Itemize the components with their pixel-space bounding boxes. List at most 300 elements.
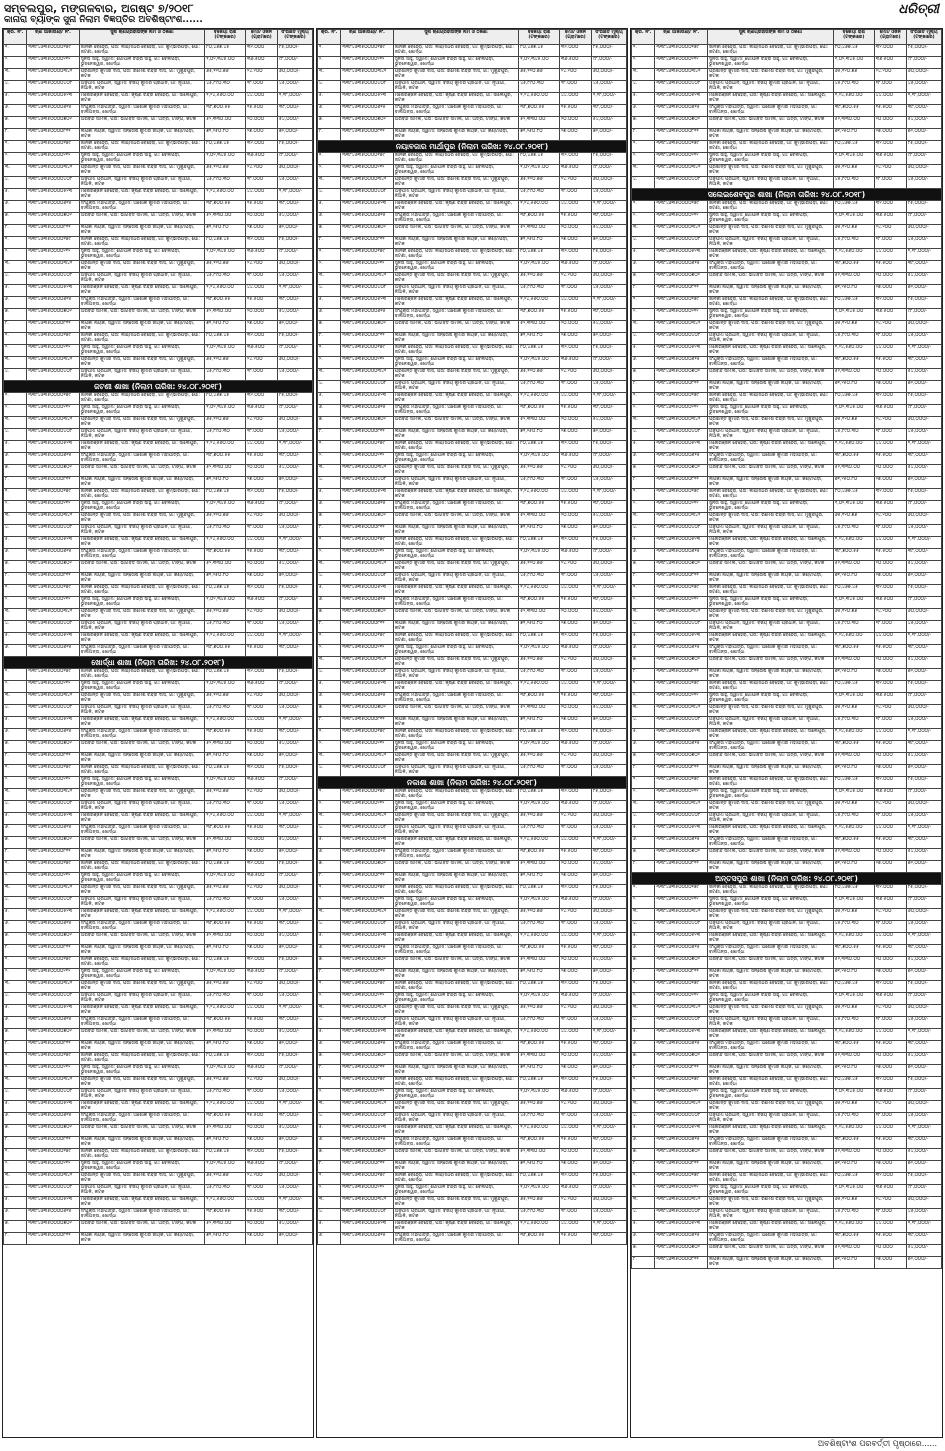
weight-cell: ୨୦.୦୦୦	[874, 849, 906, 861]
table-row	[632, 669, 942, 681]
account-cell: ୩୩୮୪୬୩୫୦୦୦୦୨୧୨	[341, 897, 393, 909]
weight-cell: ୧୫.୫୦୦	[245, 921, 277, 933]
borrower-cell: ଜାନକୀ ବେହେରା, ପିତା: ଲକ୍ଷ୍ମୀଧର ବେହେରା, ଗାଁ: କୁମ୍ଭାରପଡ଼ା, ପୋ: ଜଟଣୀ, ଖୋର୍ଦ୍ଧା	[393, 537, 518, 549]
table-row	[632, 945, 942, 957]
weight-cell: ୨୪.୨୦୦	[245, 165, 277, 177]
serial-cell: ୮.	[318, 429, 341, 441]
table-row	[4, 1065, 313, 1077]
reserve-price-cell: ୭୨,୦୦୦/-	[906, 669, 941, 681]
table-row	[632, 297, 942, 309]
reserve-price-cell: ୬୦,୦୦୦/-	[906, 705, 941, 717]
reserve-price-cell: ୯୮,୦୦୦/-	[592, 549, 627, 561]
reserve-price-cell: ୪୫,୦୦୦/-	[906, 333, 941, 345]
reserve-price-cell: ୯୮,୦୦୦/-	[592, 1185, 627, 1197]
amount-cell: ୫୨,୩୩୦.୦୦	[519, 513, 560, 525]
table-row	[632, 525, 942, 537]
account-cell: ୩୩୮୪୬୩୫୦୦୦୦୭୦୨	[27, 837, 79, 849]
serial-cell: ୪.	[4, 1185, 27, 1197]
borrower-cell: ସୁନିତା ସାହୁ, ସ୍ୱାମୀ: ଗୋପାଳ ଚନ୍ଦ୍ର ସାହୁ, ଗାଁ: ବେଲପଡ଼ା, ଭୁବନେଶ୍ୱର, ଖୋର୍ଦ୍ଧା	[79, 1161, 204, 1173]
table-row	[632, 681, 942, 693]
amount-cell: ୪୫,୮୯୦.୩୦	[519, 1113, 560, 1125]
borrower-cell: ସୁନିତା ସାହୁ, ସ୍ୱାମୀ: ଗୋପାଳ ଚନ୍ଦ୍ର ସାହୁ, ଗାଁ: ବେଲପଡ଼ା, ଭୁବନେଶ୍ୱର, ଖୋର୍ଦ୍ଧା	[79, 249, 204, 261]
table-row	[4, 537, 313, 549]
borrower-cell: ଜାନକୀ ବେହେରା, ପିତା: ଲକ୍ଷ୍ମୀଧର ବେହେରା, ଗାଁ: କୁମ୍ଭାରପଡ଼ା, ପୋ: ଜଟଣୀ, ଖୋର୍ଦ୍ଧା	[707, 489, 833, 501]
weight-cell: ୨୪.୨୦୦	[559, 561, 591, 573]
table-row	[318, 57, 627, 69]
table-row	[4, 1077, 313, 1089]
table-row	[4, 369, 313, 381]
account-cell: ୩୩୮୪୬୩୫୦୦୦୦୮୧୧	[27, 1041, 79, 1053]
serial-cell: ୨.	[632, 57, 655, 69]
table-row	[632, 969, 942, 981]
borrower-cell: ଅରବିନ୍ଦ ସାମଲ, ପିତା: ଭାଗବତ ସାମଲ, ଗାଁ: ଅତ୍ରି, ଟାଙ୍ଗି, କଟକ	[393, 1149, 518, 1161]
table-row	[632, 861, 942, 873]
account-cell: ୩୩୮୪୬୩୫୦୦୦୦୨୧୨	[655, 213, 708, 225]
account-cell: ୩୩୮୪୬୩୫୦୦୦୦୫୨୩	[27, 1197, 79, 1209]
borrower-cell: ଅନୁପମା ପ୍ରଧାନ, ସ୍ୱାମୀ: ବିଜୟ କୁମାର ପ୍ରଧାନ, ଗାଁ: ନୂଆଗାଁ, ନିଆଳି, କଟକ	[79, 81, 204, 93]
account-cell: ୩୩୮୪୬୩୫୦୦୦୦୧୭୯	[655, 585, 708, 597]
weight-cell: ୧୮.୦୦୦	[559, 381, 591, 393]
table-row	[4, 1233, 313, 1245]
amount-cell: ୮୦,୪୬୭.୪୫	[519, 729, 560, 741]
amount-cell: ୪୫,୮୯୦.୩୦	[833, 1113, 874, 1125]
account-cell: ୩୩୮୪୬୩୫୦୦୦୦୬୧୫	[341, 693, 393, 705]
account-cell: ୩୩୮୪୬୩୫୦୦୦୦୩୪୧	[655, 165, 708, 177]
account-cell: ୩୩୮୪୬୩୫୦୦୦୦୬୧୫	[27, 549, 79, 561]
account-cell: ୩୩୮୪୬୩୫୦୦୦୦୧୭୯	[341, 633, 393, 645]
reserve-price-cell: ୯୮,୦୦୦/-	[592, 1089, 627, 1101]
borrower-cell: ସଂଯୁକ୍ତା ମହାପାତ୍ର, ସ୍ୱାମୀ: ଅଶୋକ କୁମାର ମହାପାତ୍ର, ଗାଁ: ବାଲିଅନ୍ତା, ଖୋର୍ଦ୍ଧା	[393, 1233, 518, 1245]
table-row	[4, 573, 313, 585]
weight-cell: ୨୪.୨୦୦	[245, 357, 277, 369]
serial-cell: ୧.	[632, 981, 655, 993]
borrower-cell: ଅରବିନ୍ଦ ସାମଲ, ପିତା: ଭାଗବତ ସାମଲ, ଗାଁ: ଅତ୍ରି, ଟାଙ୍ଗି, କଟକ	[707, 273, 833, 285]
reserve-price-cell: ୫୪,୦୦୦/-	[906, 957, 941, 969]
amount-cell: ୧,୨୪,୫୬୦.୦୦	[519, 1029, 560, 1041]
reserve-price-cell: ୪୫,୦୦୦/-	[906, 81, 941, 93]
amount-cell: ୮୦,୪୬୭.୪୫	[519, 1077, 560, 1089]
amount-cell: ୧,୨୪,୫୬୦.୦୦	[205, 813, 246, 825]
amount-cell: ୪୫,୮୯୦.୩୦	[833, 177, 874, 189]
table-row	[318, 297, 627, 309]
weight-cell: ୧୫.୫୦୦	[245, 297, 277, 309]
borrower-cell: ପ୍ରଶାନ୍ତ କୁମାର ଦାସ, ପିତା: ରମେଶ ଚନ୍ଦ୍ର ଦାସ, ଗାଁ: ମୁକୁନ୍ଦପୁର, କଟକ	[79, 981, 204, 993]
serial-cell: ୮.	[632, 861, 655, 873]
amount-cell: ୧,୦୨,୩୪୫.୦୦	[519, 1185, 560, 1197]
table-row	[632, 309, 942, 321]
serial-cell: ୧.	[632, 393, 655, 405]
borrower-cell: ଅନୁପମା ପ୍ରଧାନ, ସ୍ୱାମୀ: ବିଜୟ କୁମାର ପ୍ରଧାନ, ଗାଁ: ନୂଆଗାଁ, ନିଆଳି, କଟକ	[707, 429, 833, 441]
borrower-cell: ଅନୁପମା ପ୍ରଧାନ, ସ୍ୱାମୀ: ବିଜୟ କୁମାର ପ୍ରଧାନ, ଗାଁ: ନୂଆଗାଁ, ନିଆଳି, କଟକ	[707, 921, 833, 933]
amount-cell: ୫୨,୩୩୦.୦୦	[833, 369, 874, 381]
serial-cell: ୫.	[318, 489, 341, 501]
table-row	[318, 429, 627, 441]
weight-cell: ୨୭.୦୦୦	[874, 861, 906, 873]
borrower-cell: ମନୋରଞ୍ଜନ ବେହେରା, ପିତା: କୃଷ୍ଣ ଚନ୍ଦ୍ର ବେହେରା, ଗାଁ: ସାଲେପୁର, କଟକ	[393, 393, 518, 405]
account-cell: ୩୩୮୪୬୩୫୦୦୦୦୧୭୯	[341, 153, 393, 165]
serial-cell: ୪.	[632, 429, 655, 441]
serial-cell: ୨.	[4, 501, 27, 513]
borrower-cell: ଅରବିନ୍ଦ ସାମଲ, ପିତା: ଭାଗବତ ସାମଲ, ଗାଁ: ଅତ୍ରି, ଟାଙ୍ଗି, କଟକ	[393, 321, 518, 333]
account-cell: ୩୩୮୪୬୩୫୦୦୦୦୫୨୩	[655, 249, 708, 261]
amount-cell: ୪୫,୮୯୦.୩୦	[519, 381, 560, 393]
account-cell: ୩୩୮୪୬୩୫୦୦୦୦୩୪୧	[655, 321, 708, 333]
serial-cell: ୪.	[632, 621, 655, 633]
amount-cell: ୫୨,୩୩୦.୦୦	[205, 1125, 246, 1137]
weight-cell: ୧୮.୦୦୦	[245, 369, 277, 381]
table-row	[632, 597, 942, 609]
amount-cell: ୭୧,୨୫୦.୮୦	[205, 1137, 246, 1149]
reserve-price-cell: ୫୪,୦୦୦/-	[278, 117, 313, 129]
borrower-cell: ମନୋରଞ୍ଜନ ବେହେରା, ପିତା: କୃଷ୍ଣ ଚନ୍ଦ୍ର ବେହେରା, ଗାଁ: ସାଲେପୁର, କଟକ	[393, 201, 518, 213]
reserve-price-cell: ୮୫,୦୦୦/-	[592, 45, 627, 57]
account-cell: ୩୩୮୪୬୩୫୦୦୦୦୩୪୧	[341, 1005, 393, 1017]
reserve-price-cell: ୬୦,୦୦୦/-	[906, 1197, 941, 1209]
borrower-cell: ପ୍ରଶାନ୍ତ କୁମାର ଦାସ, ପିତା: ରମେଶ ଚନ୍ଦ୍ର ଦାସ, ଗାଁ: ମୁକୁନ୍ଦପୁର, କଟକ	[79, 261, 204, 273]
amount-cell: ୫୨,୩୩୦.୦୦	[833, 1053, 874, 1065]
borrower-cell: ସଂଯୁକ୍ତା ମହାପାତ୍ର, ସ୍ୱାମୀ: ଅଶୋକ କୁମାର ମହାପାତ୍ର, ଗାଁ: ବାଲିଅନ୍ତା, ଖୋର୍ଦ୍ଧା	[79, 645, 204, 657]
serial-cell: ୪.	[4, 273, 27, 285]
weight-cell: ୨୪.୨୦୦	[874, 909, 906, 921]
table-row	[4, 261, 313, 273]
table-row	[4, 129, 313, 141]
weight-cell: ୧୮.୦୦୦	[559, 825, 591, 837]
amount-cell: ୩୮,୭୦୦.୫୫	[519, 213, 560, 225]
reserve-price-cell: ୯୮,୦୦୦/-	[906, 501, 941, 513]
account-cell: ୩୩୮୪୬୩୫୦୦୦୦୬୧୫	[655, 741, 708, 753]
serial-cell: ୪.	[4, 993, 27, 1005]
table-row	[318, 1161, 627, 1173]
weight-cell: ୩୬.୫୦୦	[245, 345, 277, 357]
borrower-cell: ସୁନିତା ସାହୁ, ସ୍ୱାମୀ: ଗୋପାଳ ଚନ୍ଦ୍ର ସାହୁ, ଗାଁ: ବେଲପଡ଼ା, ଭୁବନେଶ୍ୱର, ଖୋର୍ଦ୍ଧା	[707, 1185, 833, 1197]
reserve-price-cell: ୫୪,୦୦୦/-	[592, 1149, 627, 1161]
account-cell: ୩୩୮୪୬୩୫୦୦୦୦୧୭୯	[655, 1173, 708, 1185]
account-cell: ୩୩୮୪୬୩୫୦୦୦୦୫୨୩	[655, 729, 708, 741]
borrower-cell: ପ୍ରଶାନ୍ତ କୁମାର ଦାସ, ପିତା: ରମେଶ ଚନ୍ଦ୍ର ଦାସ, ଗାଁ: ମୁକୁନ୍ଦପୁର, କଟକ	[393, 1101, 518, 1113]
reserve-price-cell: ୪୫,୦୦୦/-	[592, 477, 627, 489]
borrower-cell: ପ୍ରଶାନ୍ତ କୁମାର ଦାସ, ପିତା: ରମେଶ ଚନ୍ଦ୍ର ଦାସ, ଗାଁ: ମୁକୁନ୍ଦପୁର, କଟକ	[707, 1005, 833, 1017]
table-row	[632, 141, 942, 153]
table-row	[4, 921, 313, 933]
borrower-cell: ସଂଯୁକ୍ତା ମହାପାତ୍ର, ସ୍ୱାମୀ: ଅଶୋକ କୁମାର ମହାପାତ୍ର, ଗାଁ: ବାଲିଅନ୍ତା, ଖୋର୍ଦ୍ଧା	[393, 597, 518, 609]
account-cell: ୩୩୮୪୬୩୫୦୦୦୦୭୦୨	[27, 117, 79, 129]
amount-cell: ୪୫,୮୯୦.୩୦	[205, 705, 246, 717]
serial-cell: ୧.	[4, 333, 27, 345]
borrower-cell: ଅରବିନ୍ଦ ସାମଲ, ପିତା: ଭାଗବତ ସାମଲ, ଗାଁ: ଅତ୍ରି, ଟାଙ୍ଗି, କଟକ	[79, 741, 204, 753]
weight-cell: ୨୪.୨୦୦	[245, 609, 277, 621]
borrower-cell: ଅରବିନ୍ଦ ସାମଲ, ପିତା: ଭାଗବତ ସାମଲ, ଗାଁ: ଅତ୍ରି, ଟାଙ୍ଗି, କଟକ	[707, 117, 833, 129]
amount-cell: ୧,୨୪,୫୬୦.୦୦	[833, 825, 874, 837]
table-row	[318, 261, 627, 273]
amount-cell: ୧,୦୨,୩୪୫.୦୦	[833, 309, 874, 321]
table-row	[632, 1017, 942, 1029]
account-cell: ୩୩୮୪୬୩୫୦୦୦୦୩୪୧	[27, 513, 79, 525]
column-header: ସଂରକ୍ଷିତ ମୂଲ୍ୟ (ଟଙ୍କାରେ)	[592, 30, 627, 45]
amount-cell: ୧,୦୨,୩୪୫.୦୦	[205, 153, 246, 165]
table-row	[4, 1005, 313, 1017]
serial-cell: ୮.	[318, 621, 341, 633]
reserve-price-cell: ୪୫,୦୦୦/-	[906, 1209, 941, 1221]
serial-cell: ୭.	[318, 1053, 341, 1065]
borrower-cell: ସଂଯୁକ୍ତା ମହାପାତ୍ର, ସ୍ୱାମୀ: ଅଶୋକ କୁମାର ମହାପାତ୍ର, ଗାଁ: ବାଲିଅନ୍ତା, ଖୋର୍ଦ୍ଧା	[707, 1137, 833, 1149]
account-cell: ୩୩୮୪୬୩୫୦୦୦୦୪୦୮	[655, 525, 708, 537]
weight-cell: ୩୬.୫୦୦	[874, 1089, 906, 1101]
weight-cell: ୨୪.୨୦୦	[874, 801, 906, 813]
reserve-price-cell: ୭୨,୦୦୦/-	[592, 873, 627, 885]
table-row	[318, 309, 627, 321]
borrower-cell: ସୁନିତା ସାହୁ, ସ୍ୱାମୀ: ଗୋପାଳ ଚନ୍ଦ୍ର ସାହୁ, ଗାଁ: ବେଲପଡ଼ା, ଭୁବନେଶ୍ୱର, ଖୋର୍ଦ୍ଧା	[79, 345, 204, 357]
reserve-price-cell: ୪୫,୦୦୦/-	[278, 273, 313, 285]
serial-cell: ୬.	[318, 597, 341, 609]
account-cell: ୩୩୮୪୬୩୫୦୦୦୦୩୪୧	[27, 789, 79, 801]
table-row	[318, 1053, 627, 1065]
borrower-cell: ଅରବିନ୍ଦ ସାମଲ, ପିତା: ଭାଗବତ ସାମଲ, ଗାଁ: ଅତ୍ରି, ଟାଙ୍ଗି, କଟକ	[707, 849, 833, 861]
table-row	[4, 609, 313, 621]
serial-cell: ୭.	[318, 513, 341, 525]
table-row	[4, 285, 313, 297]
reserve-price-cell: ୯୮,୦୦୦/-	[592, 741, 627, 753]
account-cell: ୩୩୮୪୬୩୫୦୦୦୦୫୨୩	[341, 933, 393, 945]
section-banner	[632, 873, 942, 885]
borrower-cell: ଜାନକୀ ବେହେରା, ପିତା: ଲକ୍ଷ୍ମୀଧର ବେହେରା, ଗାଁ: କୁମ୍ଭାରପଡ଼ା, ପୋ: ଜଟଣୀ, ଖୋର୍ଦ୍ଧା	[707, 585, 833, 597]
serial-cell: ୩.	[4, 789, 27, 801]
amount-cell: ୩୮,୭୦୦.୫୫	[833, 549, 874, 561]
table-row	[4, 909, 313, 921]
borrower-cell: ଜାନକୀ ବେହେରା, ପିତା: ଲକ୍ଷ୍ମୀଧର ବେହେରା, ଗାଁ: କୁମ୍ଭାରପଡ଼ା, ପୋ: ଜଟଣୀ, ଖୋର୍ଦ୍ଧା	[79, 333, 204, 345]
reserve-price-cell: ୯୮,୦୦୦/-	[278, 1161, 313, 1173]
table-row	[4, 501, 313, 513]
table-row	[4, 249, 313, 261]
amount-cell: ୫୨,୩୩୦.୦୦	[833, 117, 874, 129]
amount-cell: ୪୫,୮୯୦.୩୦	[833, 717, 874, 729]
section-banner-label: ନକାଶା ଶାଖା (ନିଲାମ ତାରିଖ: ୨୪.୦୮.୨୦୧୮)	[318, 777, 627, 789]
weight-cell: ୧୫.୫୦୦	[559, 597, 591, 609]
reserve-price-cell: ୬୦,୦୦୦/-	[592, 1101, 627, 1113]
borrower-cell: ଲିପିକା ନାୟକ, ସ୍ୱାମୀ: ସନ୍ତୋଷ କୁମାର ନାୟକ, ଗାଁ: କଣ୍ଟାପଡ଼ା, କଟକ	[707, 969, 833, 981]
borrower-cell: ମନୋରଞ୍ଜନ ବେହେରା, ପିତା: କୃଷ୍ଣ ଚନ୍ଦ୍ର ବେହେରା, ଗାଁ: ସାଲେପୁର, କଟକ	[79, 1197, 204, 1209]
account-cell: ୩୩୮୪୬୩୫୦୦୦୦୩୪୧	[27, 693, 79, 705]
weight-cell: ୨୪.୨୦୦	[245, 1173, 277, 1185]
borrower-cell: ପ୍ରଶାନ୍ତ କୁମାର ଦାସ, ପିତା: ରମେଶ ଚନ୍ଦ୍ର ଦାସ, ଗାଁ: ମୁକୁନ୍ଦପୁର, କଟକ	[393, 657, 518, 669]
serial-cell: ୧.	[4, 585, 27, 597]
reserve-price-cell: ୩୮,୦୦୦/-	[592, 1137, 627, 1149]
weight-cell: ୧୫.୫୦୦	[874, 105, 906, 117]
reserve-price-cell: ୧,୧୮,୦୦୦/-	[592, 681, 627, 693]
weight-cell: ୧୫.୫୦୦	[245, 1017, 277, 1029]
borrower-cell: ଅନୁପମା ପ୍ରଧାନ, ସ୍ୱାମୀ: ବିଜୟ କୁମାର ପ୍ରଧାନ, ଗାଁ: ନୂଆଗାଁ, ନିଆଳି, କଟକ	[393, 573, 518, 585]
amount-cell: ୮୦,୪୬୭.୪୫	[205, 957, 246, 969]
reserve-price-cell: ୮୫,୦୦୦/-	[278, 489, 313, 501]
table-row	[4, 1017, 313, 1029]
weight-cell: ୨୦.୦୦୦	[559, 705, 591, 717]
account-cell: ୩୩୮୪୬୩୫୦୦୦୦୮୧୧	[655, 477, 708, 489]
weight-cell: ୧୫.୫୦୦	[559, 849, 591, 861]
weight-cell: ୩୬.୫୦୦	[245, 777, 277, 789]
amount-cell: ୬୫,୧୨୦.୭୬	[519, 369, 560, 381]
weight-cell: ୨୪.୨୦୦	[874, 225, 906, 237]
table-row	[632, 801, 942, 813]
amount-cell: ୬୫,୧୨୦.୭୬	[519, 1005, 560, 1017]
serial-cell: ୧.	[632, 885, 655, 897]
account-cell: ୩୩୮୪୬୩୫୦୦୦୦୩୪୧	[341, 813, 393, 825]
reserve-price-cell: ୬୦,୦୦୦/-	[278, 513, 313, 525]
weight-cell: ୨୦.୦୦୦	[874, 465, 906, 477]
borrower-cell: ସଂଯୁକ୍ତା ମହାପାତ୍ର, ସ୍ୱାମୀ: ଅଶୋକ କୁମାର ମହାପାତ୍ର, ଗାଁ: ବାଲିଅନ୍ତା, ଖୋର୍ଦ୍ଧା	[707, 261, 833, 273]
amount-cell: ୮୦,୪୬୭.୪୫	[519, 1173, 560, 1185]
serial-cell: ୨.	[632, 501, 655, 513]
amount-cell: ୧,୦୨,୩୪୫.୦୦	[833, 405, 874, 417]
table-header-row	[318, 30, 627, 45]
borrower-cell: ଜାନକୀ ବେହେରା, ପିତା: ଲକ୍ଷ୍ମୀଧର ବେହେରା, ଗାଁ: କୁମ୍ଭାରପଡ଼ା, ପୋ: ଜଟଣୀ, ଖୋର୍ଦ୍ଧା	[393, 249, 518, 261]
serial-cell: ୨.	[632, 153, 655, 165]
reserve-price-cell: ୭୨,୦୦୦/-	[278, 945, 313, 957]
serial-cell: ୪.	[632, 1209, 655, 1221]
serial-cell: ୨.	[4, 345, 27, 357]
weight-cell: ୨୭.୦୦୦	[874, 573, 906, 585]
borrower-cell: ସଂଯୁକ୍ତା ମହାପାତ୍ର, ସ୍ୱାମୀ: ଅଶୋକ କୁମାର ମହାପାତ୍ର, ଗାଁ: ବାଲିଅନ୍ତା, ଖୋର୍ଦ୍ଧା	[79, 105, 204, 117]
weight-cell: ୨୦.୦୦୦	[874, 369, 906, 381]
account-cell: ୩୩୮୪୬୩୫୦୦୦୦୬୧୫	[341, 1041, 393, 1053]
weight-cell: ୨୭.୦୦୦	[874, 1161, 906, 1173]
auction-table	[631, 29, 942, 1269]
amount-cell: ୬୫,୧୨୦.୭୬	[519, 561, 560, 573]
borrower-cell: ସଂଯୁକ୍ତା ମହାପାତ୍ର, ସ୍ୱାମୀ: ଅଶୋକ କୁମାର ମହାପାତ୍ର, ଗାଁ: ବାଲିଅନ୍ତା, ଖୋର୍ଦ୍ଧା	[79, 201, 204, 213]
weight-cell: ୨୭.୦୦୦	[559, 717, 591, 729]
amount-cell: ୬୫,୧୨୦.୭୬	[519, 69, 560, 81]
amount-cell: ୧,୦୨,୩୪୫.୦୦	[519, 741, 560, 753]
reserve-price-cell: ୭୨,୦୦୦/-	[906, 129, 941, 141]
reserve-price-cell: ୫୪,୦୦୦/-	[278, 561, 313, 573]
amount-cell: ୭୧,୨୫୦.୮୦	[833, 765, 874, 777]
borrower-cell: ସୁନିତା ସାହୁ, ସ୍ୱାମୀ: ଗୋପାଳ ଚନ୍ଦ୍ର ସାହୁ, ଗାଁ: ବେଲପଡ଼ା, ଭୁବନେଶ୍ୱର, ଖୋର୍ଦ୍ଧା	[79, 873, 204, 885]
account-cell: ୩୩୮୪୬୩୫୦୦୦୦୭୦୨	[655, 273, 708, 285]
reserve-price-cell: ୧,୧୮,୦୦୦/-	[278, 93, 313, 105]
table-row	[4, 489, 313, 501]
amount-cell: ୧,୦୨,୩୪୫.୦୦	[205, 1065, 246, 1077]
borrower-cell: ସୁନିତା ସାହୁ, ସ୍ୱାମୀ: ଗୋପାଳ ଚନ୍ଦ୍ର ସାହୁ, ଗାଁ: ବେଲପଡ଼ା, ଭୁବନେଶ୍ୱର, ଖୋର୍ଦ୍ଧା	[393, 645, 518, 657]
account-cell: ୩୩୮୪୬୩୫୦୦୦୦୫୨୩	[27, 633, 79, 645]
serial-cell: ୭.	[318, 705, 341, 717]
serial-cell: ୭.	[318, 957, 341, 969]
reserve-price-cell: ୫୪,୦୦୦/-	[906, 1245, 941, 1257]
weight-cell: ୨୦.୦୦୦	[874, 753, 906, 765]
account-cell: ୩୩୮୪୬୩୫୦୦୦୦୪୦୮	[27, 177, 79, 189]
account-cell: ୩୩୮୪୬୩୫୦୦୦୦୫୨୩	[27, 909, 79, 921]
table-row	[318, 717, 627, 729]
account-cell: ୩୩୮୪୬୩୫୦୦୦୦୧୭୯	[341, 1077, 393, 1089]
reserve-price-cell: ୬୦,୦୦୦/-	[278, 693, 313, 705]
table-row	[632, 129, 942, 141]
account-cell: ୩୩୮୪୬୩୫୦୦୦୦୧୭୯	[341, 345, 393, 357]
table-row	[4, 453, 313, 465]
reserve-price-cell: ୧,୧୮,୦୦୦/-	[592, 1029, 627, 1041]
amount-cell: ୧,୦୨,୩୪୫.୦୦	[833, 213, 874, 225]
table-row	[318, 501, 627, 513]
amount-cell: ୬୫,୧୨୦.୭୬	[833, 417, 874, 429]
serial-cell: ୫.	[318, 201, 341, 213]
table-row	[632, 285, 942, 297]
amount-cell: ୬୫,୧୨୦.୭୬	[833, 165, 874, 177]
amount-cell: ୬୫,୧୨୦.୭୬	[833, 801, 874, 813]
borrower-cell: ପ୍ରଶାନ୍ତ କୁମାର ଦାସ, ପିତା: ରମେଶ ଚନ୍ଦ୍ର ଦାସ, ଗାଁ: ମୁକୁନ୍ଦପୁର, କଟକ	[707, 1197, 833, 1209]
account-cell: ୩୩୮୪୬୩୫୦୦୦୦୭୦୨	[655, 957, 708, 969]
reserve-price-cell: ୬୦,୦୦୦/-	[278, 261, 313, 273]
serial-cell: ୬.	[632, 945, 655, 957]
table-row	[4, 117, 313, 129]
serial-cell: ୩.	[632, 417, 655, 429]
reserve-price-cell: ୪୫,୦୦୦/-	[906, 921, 941, 933]
reserve-price-cell: ୭୨,୦୦୦/-	[592, 969, 627, 981]
serial-cell: ୧.	[632, 141, 655, 153]
weight-cell: ୩୨.୦୦୦	[245, 861, 277, 873]
borrower-cell: ସୁନିତା ସାହୁ, ସ୍ୱାମୀ: ଗୋପାଳ ଚନ୍ଦ୍ର ସାହୁ, ଗାଁ: ବେଲପଡ଼ା, ଭୁବନେଶ୍ୱର, ଖୋର୍ଦ୍ଧା	[393, 1089, 518, 1101]
table-row	[4, 81, 313, 93]
weight-cell: ୧୮.୦୦୦	[559, 1209, 591, 1221]
weight-cell: ୩୬.୫୦୦	[559, 165, 591, 177]
table-row	[632, 753, 942, 765]
reserve-price-cell: ୪୫,୦୦୦/-	[592, 765, 627, 777]
weight-cell: ୨୭.୦୦୦	[559, 1065, 591, 1077]
table-row	[632, 549, 942, 561]
weight-cell: ୨୭.୦୦୦	[245, 945, 277, 957]
borrower-cell: ଅରବିନ୍ଦ ସାମଲ, ପିତା: ଭାଗବତ ସାମଲ, ଗାଁ: ଅତ୍ରି, ଟାଙ୍ଗି, କଟକ	[79, 933, 204, 945]
borrower-cell: ଅରବିନ୍ଦ ସାମଲ, ପିତା: ଭାଗବତ ସାମଲ, ଗାଁ: ଅତ୍ରି, ଟାଙ୍ଗି, କଟକ	[79, 309, 204, 321]
reserve-price-cell: ୧,୧୮,୦୦୦/-	[906, 537, 941, 549]
weight-cell: ୧୮.୦୦୦	[559, 81, 591, 93]
weight-cell: ୧୮.୦୦୦	[874, 429, 906, 441]
table-row	[318, 1101, 627, 1113]
serial-cell: ୨.	[4, 57, 27, 69]
serial-cell: ୬.	[318, 309, 341, 321]
account-cell: ୩୩୮୪୬୩୫୦୦୦୦୪୦୮	[27, 801, 79, 813]
serial-cell: ୭.	[632, 561, 655, 573]
weight-cell: ୨୦.୦୦୦	[245, 561, 277, 573]
account-cell: ୩୩୮୪୬୩୫୦୦୦୦୮୧୧	[27, 1137, 79, 1149]
account-cell: ୩୩୮୪୬୩୫୦୦୦୦୫୨୩	[655, 1125, 708, 1137]
amount-cell: ୬୫,୧୨୦.୭୬	[833, 705, 874, 717]
amount-cell: ୩୮,୭୦୦.୫୫	[833, 1041, 874, 1053]
reserve-price-cell: ୮୫,୦୦୦/-	[906, 681, 941, 693]
weight-cell: ୩୨.୦୦୦	[559, 1173, 591, 1185]
reserve-price-cell: ୩୮,୦୦୦/-	[278, 201, 313, 213]
amount-cell: ୫୨,୩୩୦.୦୦	[833, 561, 874, 573]
weight-cell: ୪୪.୦୦୦	[559, 1029, 591, 1041]
borrower-cell: ଅନୁପମା ପ୍ରଧାନ, ସ୍ୱାମୀ: ବିଜୟ କୁମାର ପ୍ରଧାନ, ଗାଁ: ନୂଆଗାଁ, ନିଆଳି, କଟକ	[393, 921, 518, 933]
account-cell: ୩୩୮୪୬୩୫୦୦୦୦୪୦୮	[27, 273, 79, 285]
account-cell: ୩୩୮୪୬୩୫୦୦୦୦୭୦୨	[27, 1029, 79, 1041]
reserve-price-cell: ୬୦,୦୦୦/-	[906, 225, 941, 237]
account-cell: ୩୩୮୪୬୩୫୦୦୦୦୫୨୩	[27, 285, 79, 297]
account-cell: ୩୩୮୪୬୩୫୦୦୦୦୩୪୧	[655, 1101, 708, 1113]
amount-cell: ୭୧,୨୫୦.୮୦	[205, 225, 246, 237]
weight-cell: ୨୦.୦୦୦	[559, 861, 591, 873]
serial-cell: ୮.	[4, 129, 27, 141]
serial-cell: ୮.	[4, 1041, 27, 1053]
amount-cell: ୩୮,୭୦୦.୫୫	[833, 453, 874, 465]
account-cell: ୩୩୮୪୬୩୫୦୦୦୦୭୦୨	[341, 417, 393, 429]
serial-cell: ୧.	[318, 729, 341, 741]
amount-cell: ୮୦,୪୬୭.୪୫	[519, 537, 560, 549]
amount-cell: ୪୫,୮୯୦.୩୦	[205, 897, 246, 909]
serial-cell: ୭.	[632, 1053, 655, 1065]
borrower-cell: ଅରବିନ୍ଦ ସାମଲ, ପିତା: ଭାଗବତ ସାମଲ, ଗାଁ: ଅତ୍ରି, ଟାଙ୍ଗି, କଟକ	[393, 705, 518, 717]
weight-cell: ୨୪.୨୦୦	[559, 1197, 591, 1209]
reserve-price-cell: ୭୨,୦୦୦/-	[278, 849, 313, 861]
amount-cell: ୩୮,୭୦୦.୫୫	[519, 501, 560, 513]
amount-cell: ୭୧,୨୫୦.୮୦	[519, 525, 560, 537]
table-row	[632, 561, 942, 573]
borrower-cell: ସୁନିତା ସାହୁ, ସ୍ୱାମୀ: ଗୋପାଳ ଚନ୍ଦ୍ର ସାହୁ, ଗାଁ: ବେଲପଡ଼ା, ଭୁବନେଶ୍ୱର, ଖୋର୍ଦ୍ଧା	[707, 57, 833, 69]
